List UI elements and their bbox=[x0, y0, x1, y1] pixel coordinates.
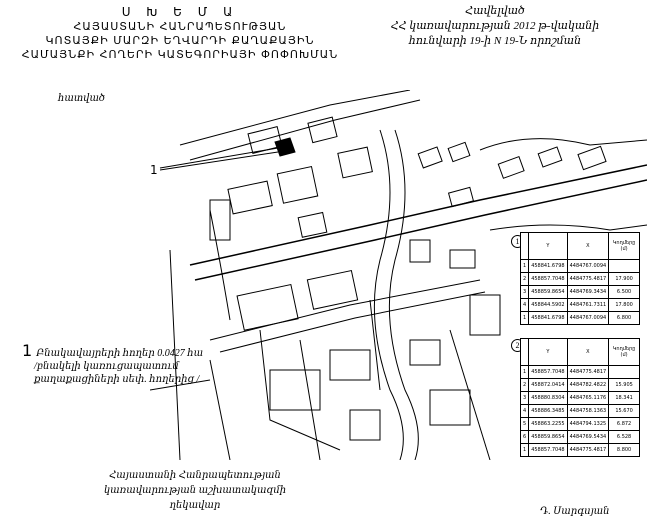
approval-line-2: ՀՀ կառավարության 2012 թ-վականի bbox=[390, 20, 600, 32]
table1-header-x: X bbox=[567, 233, 609, 260]
purpose-line: ՀԱՄԱՅՆՔԻ ՀՈՂԵՐԻ ԿԱՏԵԳՈՐԻԱՅԻ ՓՈՓՈԽՄԱՆ bbox=[21, 48, 339, 61]
table2-header-y: Y bbox=[529, 339, 567, 366]
table-row: 1 458857.7048 4484775.4817 8.800 bbox=[521, 444, 640, 457]
signatory-line-1: Հայաստանի Հանրապետության bbox=[109, 470, 281, 481]
schema-title: Ս Խ Ե Մ Ա bbox=[121, 5, 239, 19]
table1-circle-number: 1 bbox=[511, 235, 524, 248]
region-line: ԿՈՏԱՅՔԻ ՄԱՐԶԻ ԵՂՎԱՐԴԻ ՔԱՂԱՔԱՅԻՆ bbox=[45, 34, 315, 47]
parcel-callout-number: 1 bbox=[150, 163, 158, 177]
signer-name: Դ. Սարգսյան bbox=[540, 506, 610, 517]
approval-block bbox=[380, 4, 610, 49]
signatory-line-2: կառավարության աշխատակազմի bbox=[103, 485, 287, 496]
table-row: 6 458859.8654 4484769.5434 6.528 bbox=[521, 431, 640, 444]
republic-line: ՀԱՅԱՍՏԱՆԻ ՀԱՆՐԱՊԵՏՈՒԹՅԱՆ bbox=[73, 20, 287, 33]
excerpt-label: հատված bbox=[58, 93, 106, 104]
table-row: 2 458857.7048 4484775.4817 17.900 bbox=[521, 273, 640, 286]
approval-line-1: Հավելված bbox=[465, 5, 525, 17]
coordinate-table-1 bbox=[520, 232, 640, 325]
table2-header-x: X bbox=[567, 339, 609, 366]
table2-circle-number: 2 bbox=[511, 339, 524, 352]
table-row: 1 458841.6798 4484767.0094 bbox=[521, 260, 640, 273]
legend-line-2: /բնակելի կառուցապատում bbox=[34, 361, 179, 372]
table-row: 5 458863.2255 4484794.1325 6.872 bbox=[521, 418, 640, 431]
table1-header-y: Y bbox=[529, 233, 567, 260]
table2-header-index bbox=[521, 339, 529, 366]
map-legend bbox=[22, 341, 204, 386]
coordinate-table-2 bbox=[520, 338, 640, 457]
legend-number: 1 bbox=[22, 341, 33, 360]
table-row: 1 458857.7048 4484775.4817 bbox=[521, 366, 640, 379]
table-row: 4 458844.5902 4484761.7311 17.800 bbox=[521, 299, 640, 312]
table-row: 3 458880.8304 4484765.1176 18.341 bbox=[521, 392, 640, 405]
table-row: 2 458872.0414 4484782.4822 15.905 bbox=[521, 379, 640, 392]
table-row: 4 458886.3485 4484758.1363 15.670 bbox=[521, 405, 640, 418]
document-title-block bbox=[10, 4, 350, 62]
table1-header-index bbox=[521, 233, 529, 260]
legend-line-3: քաղաքացիների սեփ. հողերից / bbox=[34, 374, 200, 385]
table-row: 3 458859.8654 4484769.3434 6.500 bbox=[521, 286, 640, 299]
table2-header-sides: Կողմերը (մ) bbox=[609, 339, 640, 366]
approval-line-3: հունվարի 19-ի N 19-Ն որոշման bbox=[408, 35, 582, 47]
table-row: 1 458841.6798 4484767.0094 6.800 bbox=[521, 312, 640, 325]
highlighted-parcel bbox=[160, 138, 295, 170]
signatory-line-3: ղեկավար bbox=[169, 500, 221, 511]
table1-header-sides: Կողմերը (մ) bbox=[609, 233, 640, 260]
signatory-title bbox=[95, 468, 295, 513]
legend-line-1: Բնակավայրերի հողեր 0.0427 հա bbox=[36, 348, 204, 359]
